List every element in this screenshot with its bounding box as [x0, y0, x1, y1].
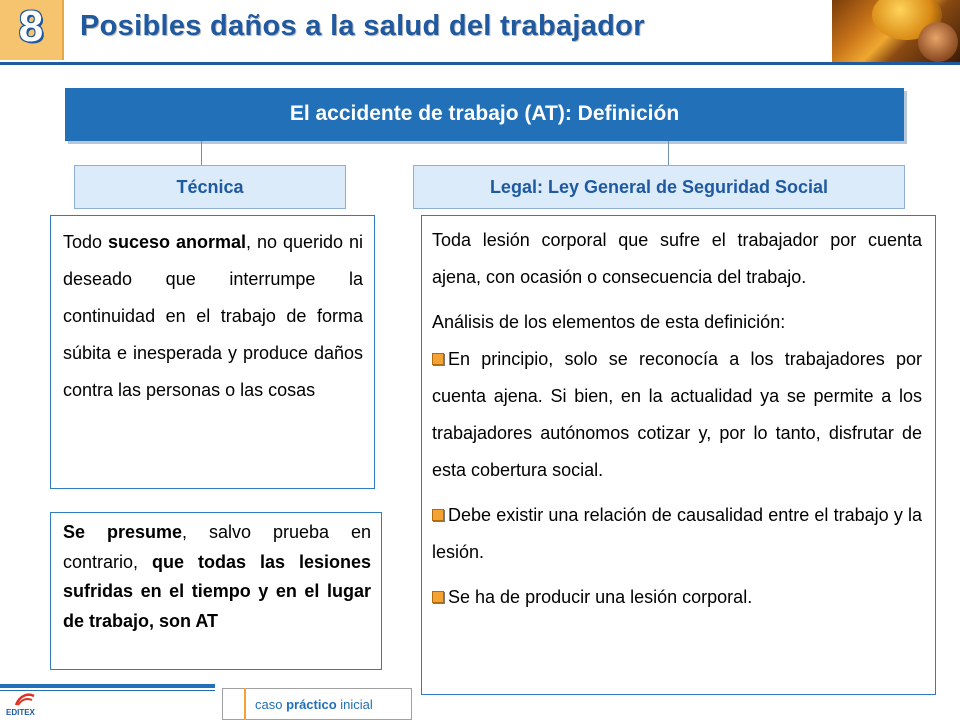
presumption-text — [63, 518, 371, 636]
emphasis-text: suceso anormal — [108, 232, 247, 252]
legal-header — [413, 165, 905, 209]
header-photo — [832, 0, 960, 62]
checkbox-bullet-icon — [432, 591, 444, 603]
text-run: , salvo prueba en contrario, — [63, 522, 371, 572]
text-run: inicial — [336, 697, 373, 712]
definition-banner — [65, 88, 904, 141]
text-run: , no querido ni deseado que interrumpe la continuidad en el trabajo de forma súbita e inesperada y produce daños contra las personas o las cosas — [63, 232, 363, 400]
analysis-heading: Análisis de los elementos de esta definición: — [432, 312, 786, 332]
editex-logo-icon — [14, 693, 36, 707]
connector-left — [201, 141, 202, 165]
bullet-item — [432, 341, 922, 489]
worker-face-image — [918, 22, 958, 62]
legal-definition: Toda lesión corporal que sufre el trabajador por cuenta ajena, con ocasión o consecuencia del trabajo. — [432, 230, 922, 287]
caso-practico-label[interactable] — [255, 697, 373, 712]
tecnica-label: Técnica — [176, 177, 244, 197]
legal-label: Legal: Ley General de Seguridad Social — [489, 177, 829, 197]
bullet-text: En principio, solo se reconocía a los trabajadores por cuenta ajena. Si bien, en la actualidad ya se permite a los trabajadores autónomos cotizar y, por lo tanto, disfrutar de esta cobertura social. — [432, 349, 922, 480]
bullet-item — [432, 497, 922, 571]
caso-practico-marker — [222, 688, 246, 720]
page-title: Posibles daños a la salud del trabajador — [80, 10, 645, 42]
banner-title: El accidente de trabajo (AT): Definición — [289, 102, 680, 125]
bullet-item — [432, 579, 922, 616]
chapter-number: 8 — [18, 2, 44, 51]
text-run: caso — [255, 697, 287, 712]
header-divider — [0, 62, 960, 65]
footer-rule-thin — [0, 690, 215, 691]
checkbox-bullet-icon — [432, 509, 444, 521]
legal-definition-box — [421, 215, 936, 695]
tecnica-definition-text — [63, 224, 363, 409]
bullet-text: Se ha de producir una lesión corporal. — [448, 587, 753, 607]
emphasis-text: que todas las lesiones sufridas en el tiempo y en el lugar de trabajo, son AT — [63, 551, 371, 631]
checkbox-bullet-icon — [432, 353, 444, 365]
text-run: Todo — [63, 232, 108, 252]
footer-rule — [0, 684, 215, 688]
publisher-logo-text: EDITEX — [6, 708, 35, 717]
tecnica-header — [74, 165, 346, 209]
bullet-text: Debe existir una relación de causalidad entre el trabajo y la lesión. — [432, 505, 922, 562]
connector-right — [668, 141, 669, 165]
presumption-box — [50, 512, 382, 670]
emphasis-text: práctico — [286, 697, 337, 712]
emphasis-text: Se presume — [63, 522, 183, 542]
chapter-number-badge — [0, 0, 64, 60]
legal-definition-text — [432, 222, 922, 616]
tecnica-definition-box — [50, 215, 375, 489]
